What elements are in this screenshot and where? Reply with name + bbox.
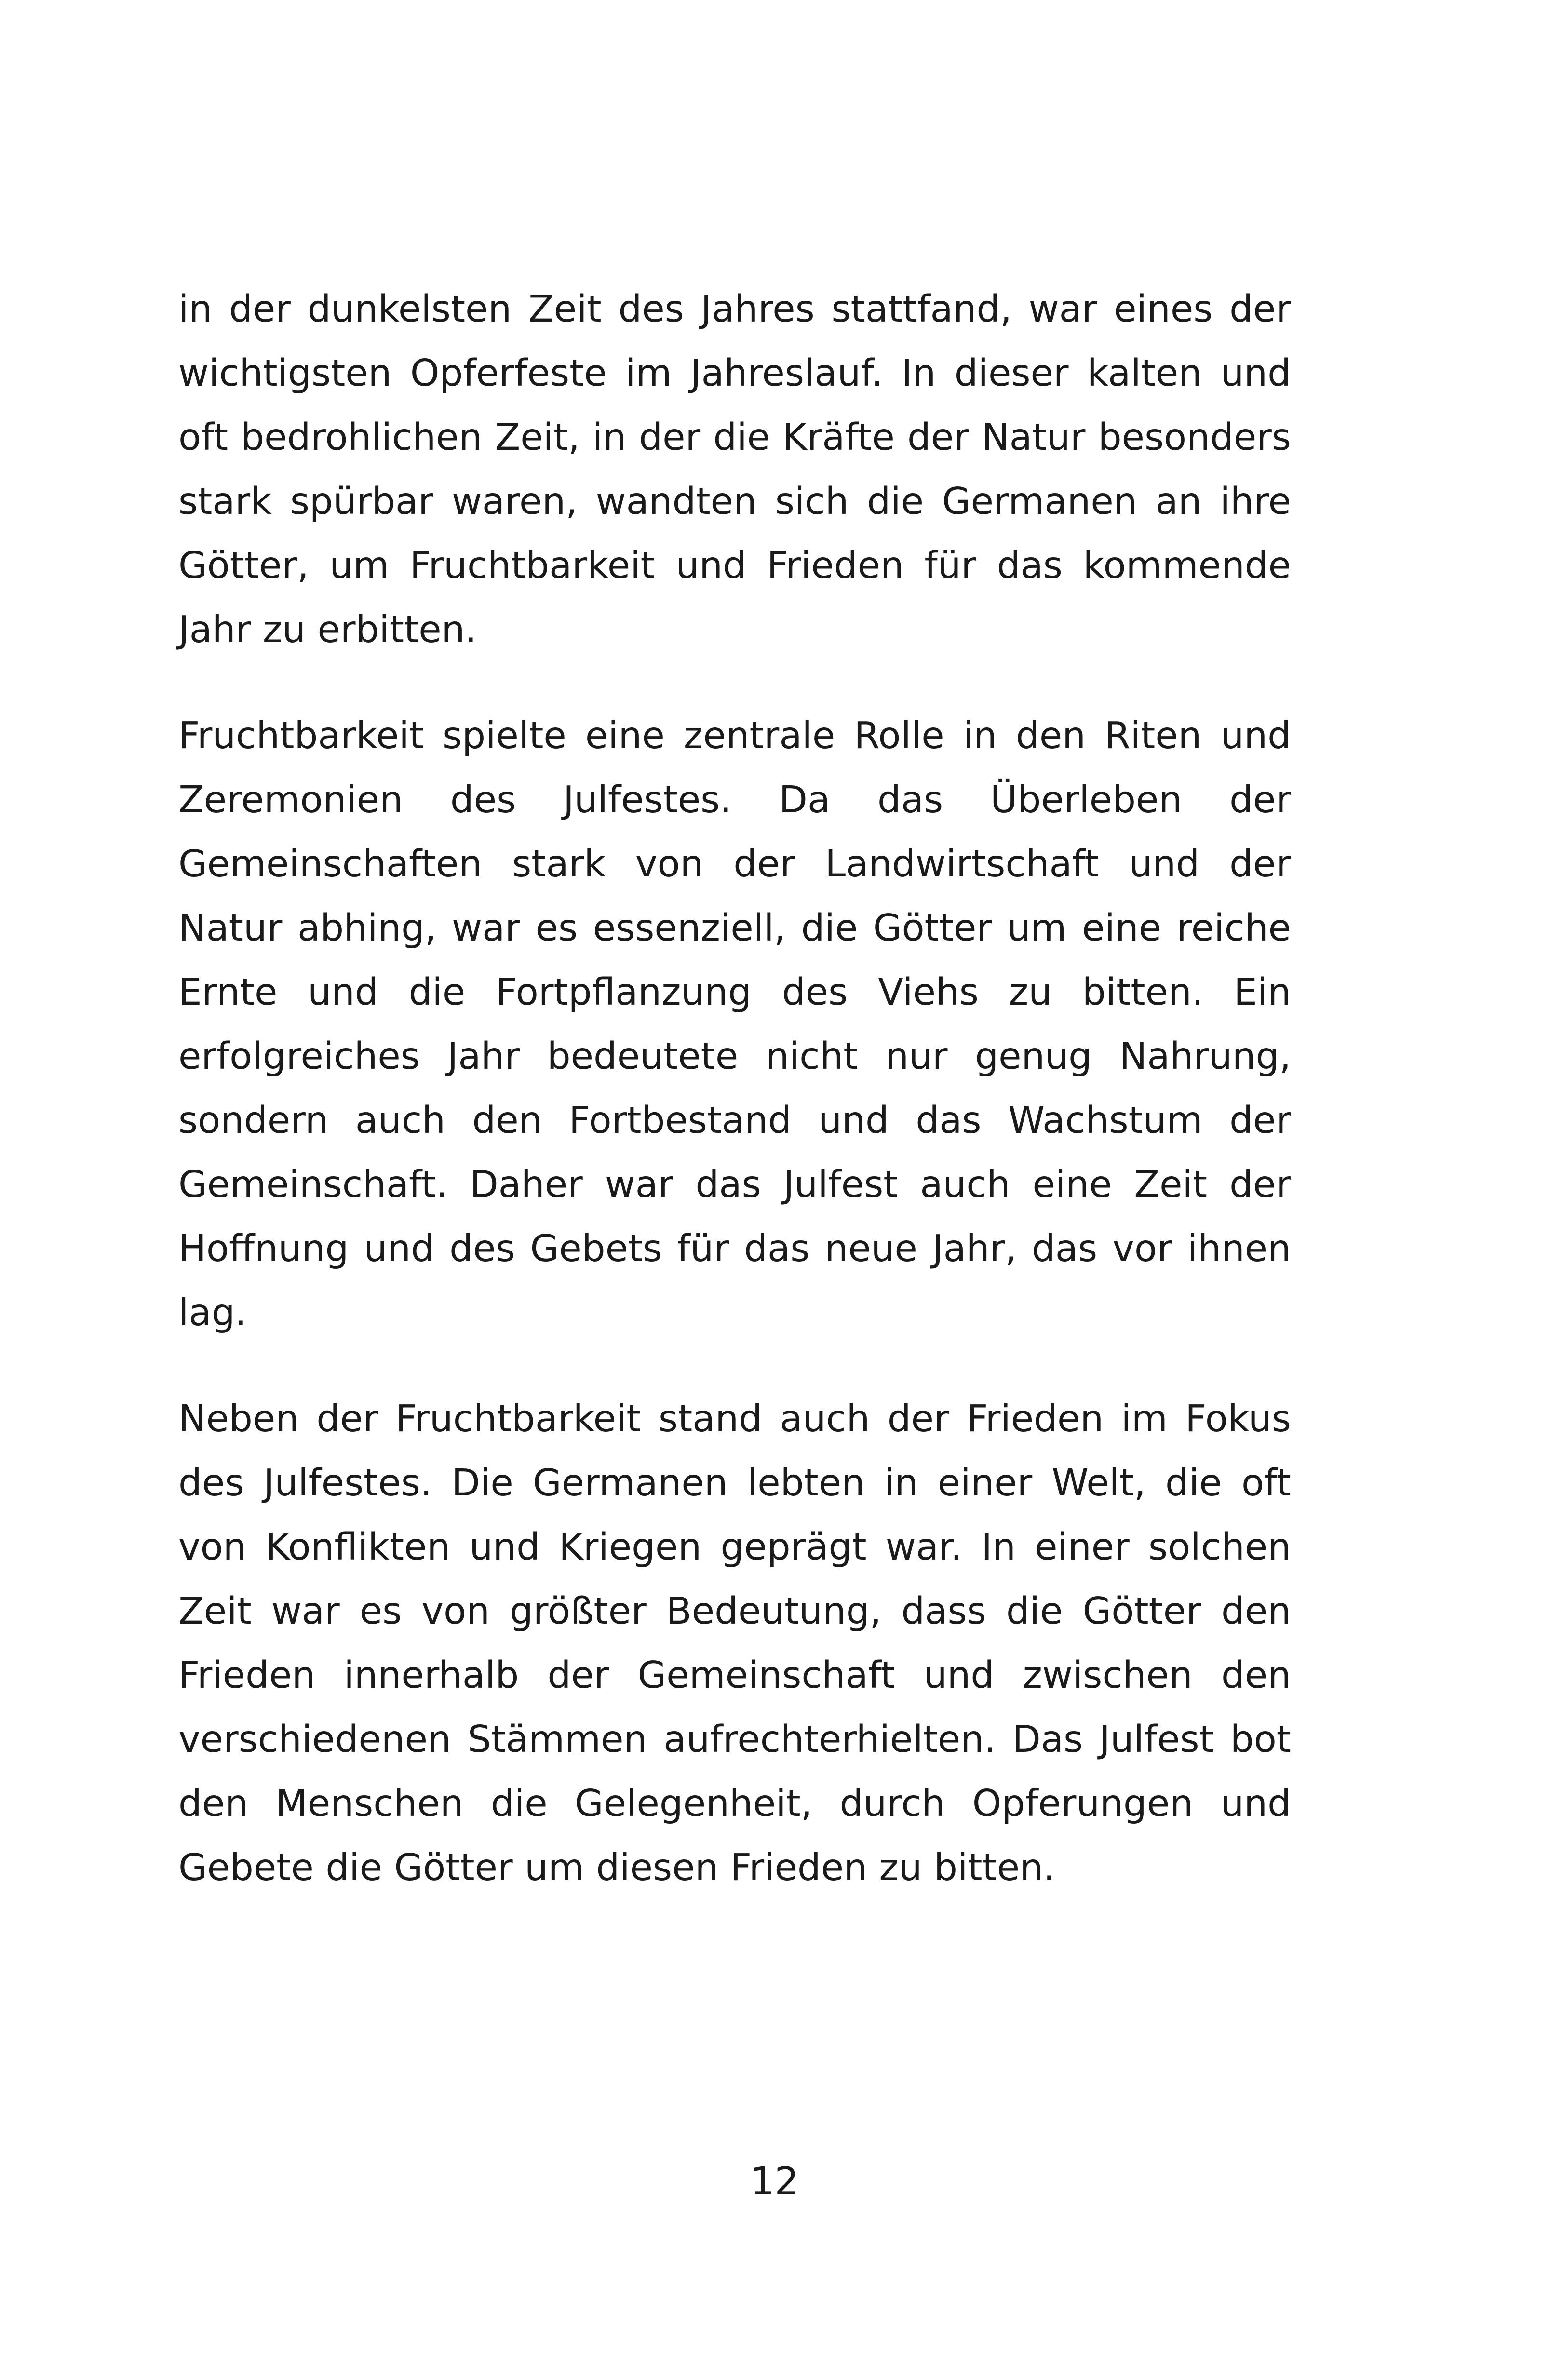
paragraph-1: in der dunkelsten Zeit des Jahres stattfand, war eines der wichtigsten Opferfeste im Jahreslauf. In dieser kalten und oft bedrohlichen Zeit, in der die Kräfte der Natur besonders stark spürbar waren, wandten sich die Germanen an ihre Götter, um Fruchtbarkeit und Frieden für das kommende Jahr zu erbitten. <box>178 288 1291 651</box>
paragraph-3: Neben der Fruchtbarkeit stand auch der Frieden im Fokus des Julfestes. Die Germanen lebten in einer Welt, die oft von Konflikten und Kriegen geprägt war. In einer solchen Zeit war es von größter Bedeutung, dass die Götter den Frieden innerhalb der Gemeinschaft und zwischen den verschiedenen Stämmen aufrechterhielten. Das Julfest bot den Menschen die Gelegenheit, durch Opferungen und Gebete die Götter um diesen Frieden zu bitten. <box>178 1398 1291 1889</box>
paragraph-2: Fruchtbarkeit spielte eine zentrale Rolle in den Riten und Zeremonien des Julfestes. Da das Überleben der Gemeinschaften stark von der Landwirtschaft und der Natur abhing, war es essenziell, die Götter um eine reiche Ernte und die Fortpflanzung des Viehs zu bitten. Ein erfolgreiches Jahr bedeutete nicht nur genug Nahrung, sondern auch den Fortbestand und das Wachstum der Gemeinschaft. Daher war das Julfest auch eine Zeit der Hoffnung und des Gebets für das neue Jahr, das vor ihnen lag. <box>178 714 1291 1334</box>
body-text <box>178 277 1291 1900</box>
page-number: 12 <box>750 2159 799 2204</box>
